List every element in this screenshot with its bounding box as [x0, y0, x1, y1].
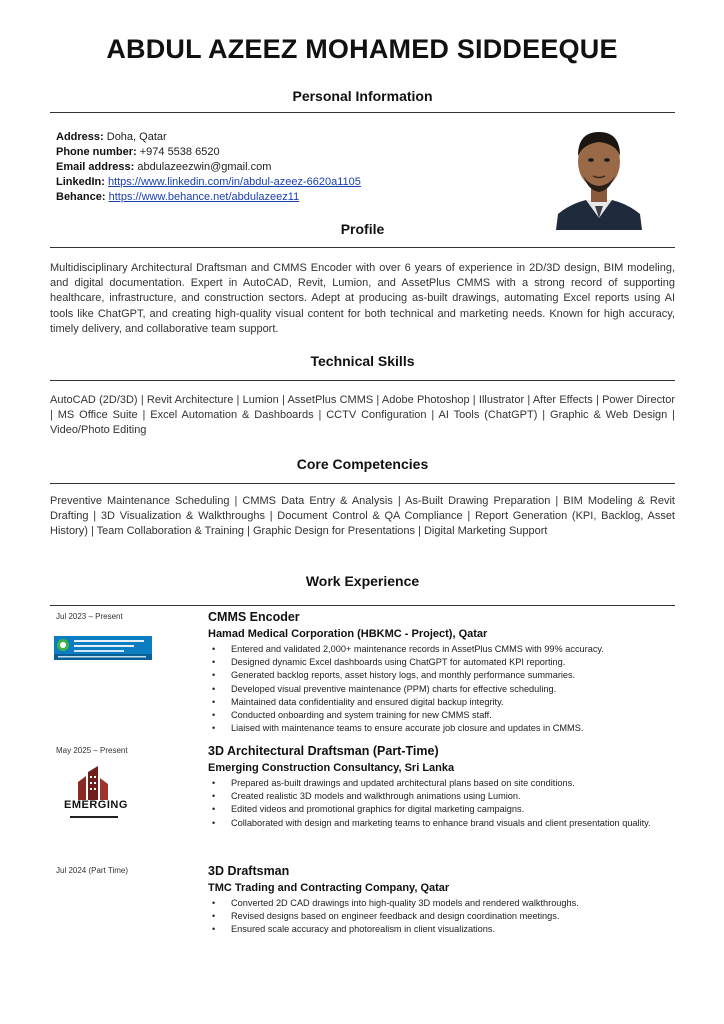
- skills-paragraph: AutoCAD (2D/3D) | Revit Architecture | Lumion | AssetPlus CMMS | Adobe Photoshop | Illustrator | After Effects | Power Director | MS Office Suite | Excel Automation & Dashboards | CCTV Configuration | AI Tools (ChatGPT) | Graphic & Web Design | Video/Photo Editing: [50, 394, 675, 437]
- job-company: TMC Trading and Contracting Company, Qatar: [208, 882, 450, 894]
- section-divider: [50, 380, 675, 381]
- hmc-logo: [54, 636, 152, 665]
- job-company: Hamad Medical Corporation (HBKMC - Project), Qatar: [208, 628, 488, 640]
- section-divider: [50, 112, 675, 113]
- section-divider: [50, 247, 675, 248]
- job-bullet: • Edited videos and promotional graphics for digital marketing campaigns.: [208, 803, 673, 816]
- behance-label: Behance:: [56, 191, 106, 203]
- job-date: Jul 2023 – Present: [56, 612, 123, 621]
- job-bullet: • Converted 2D CAD drawings into high-quality 3D models and rendered walkthroughs.: [208, 897, 673, 910]
- job-bullet: • Collaborated with design and marketing teams to enhance brand visuals and client presentation quality.: [208, 817, 673, 830]
- email-value: abdulazeezwin@gmail.com: [137, 161, 272, 173]
- job-bullets: [208, 643, 673, 735]
- job-bullet: • Designed dynamic Excel dashboards using ChatGPT for automated KPI reporting.: [208, 656, 673, 669]
- job-entry: [50, 864, 675, 944]
- behance-row: [56, 190, 361, 205]
- job-bullet: • Created realistic 3D models and walkthrough animations using Lumion.: [208, 790, 673, 803]
- address-label: Address:: [56, 131, 104, 143]
- section-title-skills: Technical Skills: [310, 353, 415, 369]
- address-value: Doha, Qatar: [106, 131, 167, 143]
- section-title-profile: Profile: [340, 221, 385, 237]
- resume-name: ABDUL AZEEZ MOHAMED SIDDEEQUE: [106, 34, 618, 64]
- job-bullet: • Liaised with maintenance teams to ensure accurate job closure and updates in CMMS.: [208, 722, 673, 735]
- email-row: [56, 160, 361, 175]
- job-company: Emerging Construction Consultancy, Sri Lanka: [208, 762, 455, 774]
- email-label: Email address:: [56, 161, 135, 173]
- section-divider: [50, 605, 675, 606]
- section-title-experience: Work Experience: [305, 573, 420, 589]
- phone-value: +974 5538 6520: [139, 146, 220, 158]
- job-bullet: • Ensured scale accuracy and photorealism in client visualizations.: [208, 923, 673, 936]
- personal-info-block: [56, 130, 361, 205]
- job-date: Jul 2024 (Part Time): [56, 866, 129, 875]
- section-title-competencies: Core Competencies: [296, 456, 429, 472]
- job-bullet: • Maintained data confidentiality and ensured digital backup integrity.: [208, 696, 673, 709]
- emerging-logo-text: EMERGING: [64, 799, 128, 811]
- section-divider: [50, 483, 675, 484]
- linkedin-link[interactable]: https://www.linkedin.com/in/abdul-azeez-6620a1105: [107, 176, 361, 188]
- job-title: 3D Architectural Draftsman (Part-Time): [208, 744, 439, 758]
- job-title: CMMS Encoder: [208, 610, 300, 624]
- behance-link[interactable]: https://www.behance.net/abdulazeez11: [108, 191, 300, 203]
- section-title-personal: Personal Information: [292, 88, 433, 104]
- job-entry: [50, 610, 675, 735]
- phone-label: Phone number:: [56, 146, 137, 158]
- profile-photo: [556, 118, 642, 230]
- emerging-logo: [64, 766, 128, 823]
- profile-paragraph: Multidisciplinary Architectural Draftsman and CMMS Encoder with over 6 years of experience in 2D/3D design, BIM modeling, and digital documentation. Expert in AutoCAD, Revit, Lumion, and AssetPlus CMMS with a strong record of supporting healthcare, infrastructure, and construction sectors. Adept at producing as-built drawings, automating Excel reports using AI tools like ChatGPT, and creating high-quality visual content for both technical and marketing needs. Known for high accuracy, timely delivery, and collaborative team support.: [50, 262, 675, 335]
- competencies-paragraph: Preventive Maintenance Scheduling | CMMS Data Entry & Analysis | As-Built Drawing Preparation | BIM Modeling & Revit Drafting | 3D Visualization & Walkthroughs | Document Control & QA Compliance | Report Generation (KPI, Backlog, Asset History) | Team Collaboration & Training | Graphic Design for Presentations | Digital Marketing Support: [50, 495, 675, 538]
- job-bullets: [208, 897, 673, 937]
- phone-row: [56, 145, 361, 160]
- job-bullets: [208, 777, 673, 830]
- job-title: 3D Draftsman: [208, 864, 290, 878]
- job-entry: [50, 744, 675, 854]
- job-bullet: • Conducted onboarding and system training for new CMMS staff.: [208, 709, 673, 722]
- job-bullet: • Revised designs based on engineer feedback and design coordination meetings.: [208, 910, 673, 923]
- linkedin-label: LinkedIn:: [56, 176, 105, 188]
- job-date: May 2025 – Present: [56, 746, 128, 755]
- job-bullet: • Generated backlog reports, asset history logs, and monthly performance summaries.: [208, 669, 673, 682]
- job-bullet: • Developed visual preventive maintenance (PPM) charts for effective scheduling.: [208, 683, 673, 696]
- address-row: [56, 130, 361, 145]
- job-bullet: • Entered and validated 2,000+ maintenance records in AssetPlus CMMS with 99% accuracy.: [208, 643, 673, 656]
- job-bullet: • Prepared as-built drawings and updated architectural plans based on site conditions.: [208, 777, 673, 790]
- linkedin-row: [56, 175, 361, 190]
